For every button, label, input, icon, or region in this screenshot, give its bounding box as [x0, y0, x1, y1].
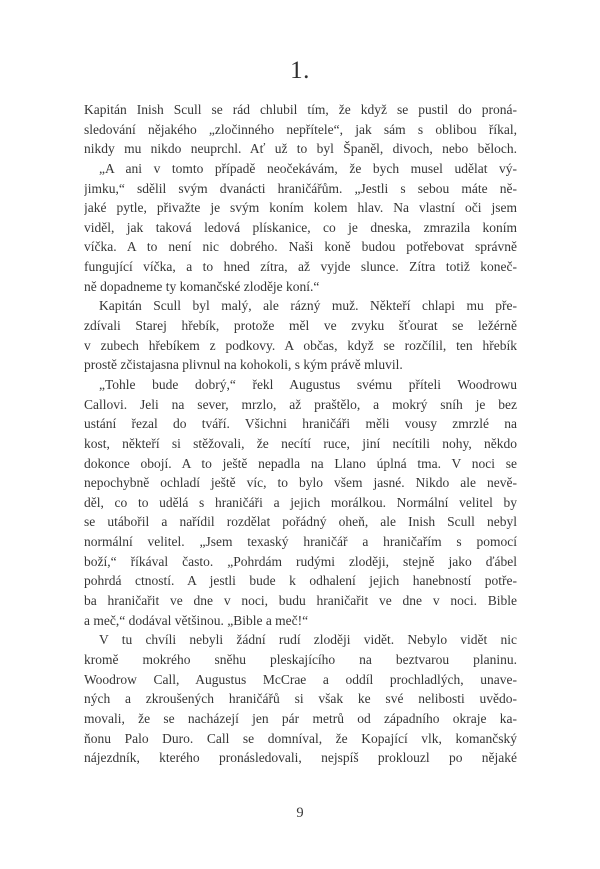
chapter-number: 1.: [290, 57, 310, 84]
text-line: „A ani v tomto případě neočekávám, že bych musel udělat vý-: [99, 160, 517, 176]
text-line: jaké pytle, přivažte je svým koním kolem hlav. Na vlastní oči jsem: [84, 200, 517, 216]
text-line: Callovi. Jeli na sever, mrzlo, až praštělo, a mokrý sníh je bez: [84, 396, 517, 412]
paragraph: [84, 375, 517, 630]
text-line: ustání řezal do tváří. Všichni hraničáři měli vousy zmrzlé na: [84, 416, 517, 432]
text-line: dokonce obojí. A to ještě nepadla na Llano úplná tma. V noci se: [84, 455, 517, 471]
text-line: zdívali Starej hřebík, protože měl ve zvyku šťourat se ležérně: [84, 318, 517, 334]
text-line: nikdy mu nikdo neuprchl. Ať už to byl Španěl, divoch, nebo běloch.: [84, 141, 517, 157]
page-number: 9: [296, 805, 304, 821]
text-line: kromě mokrého sněhu pleskajícího na beztvarou planinu.: [84, 651, 517, 667]
text-line: Kapitán Inish Scull se rád chlubil tím, že když se pustil do proná-: [84, 102, 517, 117]
text-line: nájezdník, kterého pronásledovali, nejspíš proklouzl po nějaké: [84, 750, 517, 766]
body-text: [84, 100, 517, 768]
text-line: ňonu Palo Duro. Call se domníval, že Kopající vlk, komančský: [84, 730, 517, 746]
text-line: normální velitel. „Jsem texaský hraničář a hraničařím s pomocí: [84, 534, 517, 550]
text-line: movali, že se nacházejí jen pár metrů od západního okraje ka-: [84, 710, 517, 726]
text-line: V tu chvíli nebyli žádní rudí zloději vidět. Nebylo vidět nic: [99, 632, 517, 648]
text-line: jimku,“ sdělil svým dvanácti hraničářům. „Jestli s sebou máte ně-: [84, 180, 517, 196]
text-line: víčka. A to není nic dobrého. Naši koně budou potřebovat správně: [84, 239, 517, 255]
paragraph: [84, 630, 517, 767]
text-line: fungující víčka, a to hned zítra, až vyjde slunce. Zítra totiž koneč-: [84, 259, 517, 275]
text-line: a meč,“ dodával většinou. „Bible a meč!“: [84, 612, 309, 628]
text-line: Woodrow Call, Augustus McCrae a oddíl prochladlých, unave-: [84, 671, 517, 687]
text-line: kost, někteří si stěžovali, že necítí ruce, jiní necítili nohy, někdo: [84, 435, 517, 451]
text-line: sledování nějakého „zločinného nepřítele“, jak sám s oblibou říkal,: [84, 121, 517, 137]
text-line: prostě zčistajasna plivnul na kohokoli, s kým právě mluvil.: [84, 357, 403, 373]
text-line: ně dopadneme ty komančské zloděje koní.“: [84, 278, 320, 294]
text-line: se utábořil a nařídil rozdělat pořádný oheň, ale Inish Scull nebyl: [84, 514, 517, 530]
text-line: ných a zkroušených hraničářů si však ke své nelibosti uvědo-: [84, 691, 517, 707]
text-line: Kapitán Scull byl malý, ale rázný muž. Někteří chlapi mu pře-: [99, 298, 517, 314]
text-line: ba hraničařit ve dne v noci, budu hraničařit ve dne v noci. Bible: [84, 593, 517, 609]
text-line: viděl, jak taková ledová plískanice, co je dneska, zmrazila koním: [84, 219, 517, 235]
text-line: boží,“ říkával často. „Pohrdám rudými zloději, stejně jako ďábel: [84, 553, 517, 569]
paragraph: [84, 296, 517, 375]
text-line: nepochybně ochladí ještě víc, to bylo všem jasné. Nikdo ale nevě-: [84, 475, 517, 491]
paragraph: [84, 159, 517, 296]
paragraph: [84, 100, 517, 159]
text-line: v zubech hřebíkem z podkovy. A občas, když se rozčílil, ten hřebík: [84, 337, 517, 353]
text-line: pohrdá ctností. A jestli bude k odhalení jejich hanebností potře-: [84, 573, 517, 589]
text-line: „Tohle bude dobrý,“ řekl Augustus svému příteli Woodrowu: [99, 376, 517, 392]
text-line: děl, co to udělá s hraničáři a jejich morálkou. Normální velitel by: [84, 494, 517, 510]
